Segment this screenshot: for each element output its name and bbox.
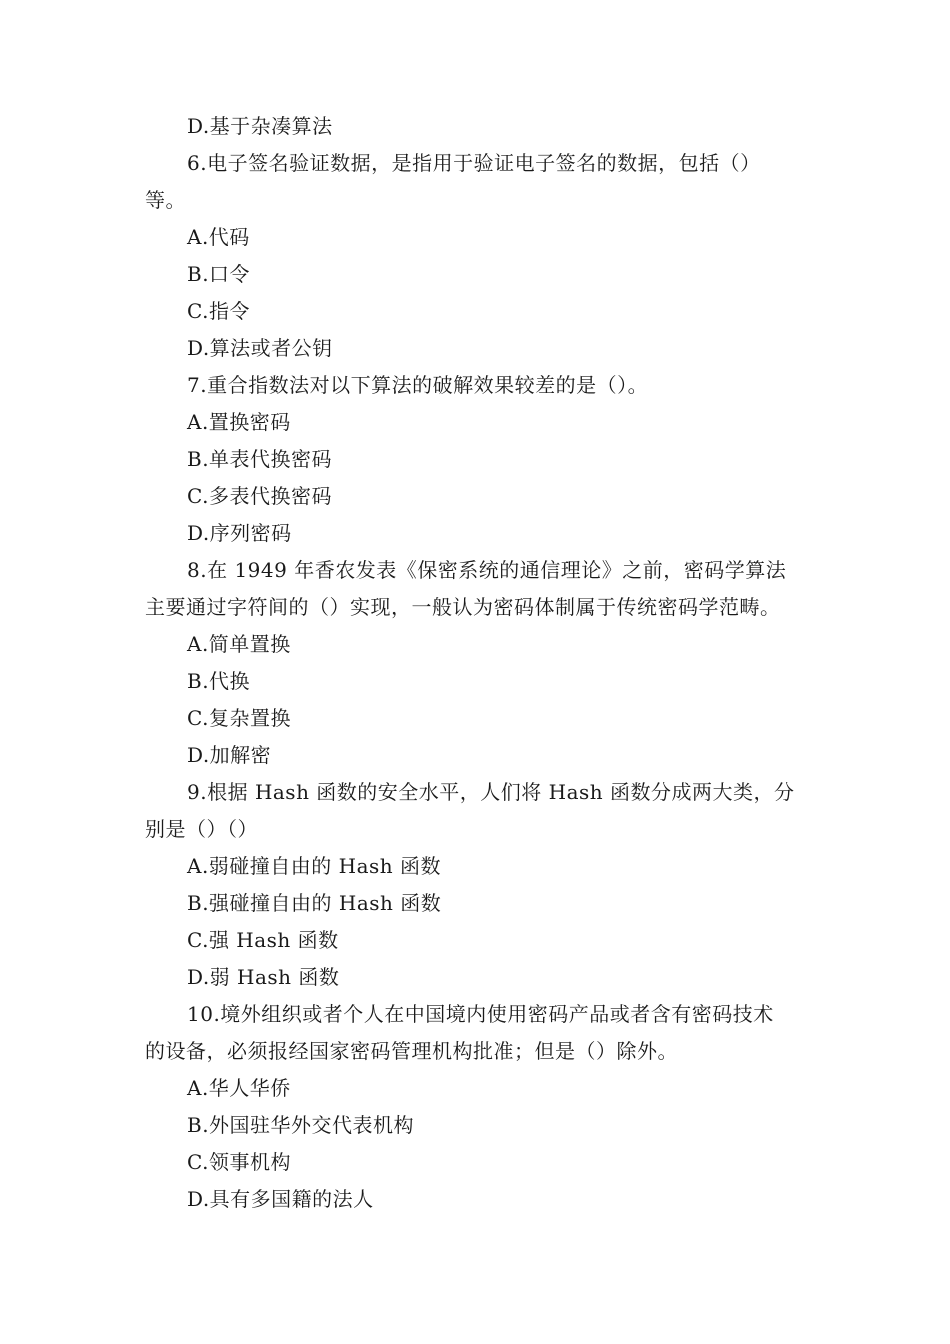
option-7a: A.置换密码 (187, 410, 291, 434)
option-8d: D.加解密 (187, 743, 272, 767)
option-10d: D.具有多国籍的法人 (187, 1187, 374, 1211)
question-9-line-2: 别是（）（） (145, 817, 258, 841)
option-10a: A.华人华侨 (187, 1076, 291, 1100)
option-8b: B.代换 (187, 669, 251, 693)
option-6b: B.口令 (187, 262, 251, 286)
option-9b: B.强碰撞自由的 Hash 函数 (187, 891, 442, 915)
option-8a: A.简单置换 (187, 632, 291, 656)
option-9d: D.弱 Hash 函数 (187, 965, 340, 989)
option-10b: B.外国驻华外交代表机构 (187, 1113, 415, 1137)
option-8c: C.复杂置换 (187, 706, 291, 730)
option-9c: C.强 Hash 函数 (187, 928, 339, 952)
option-6a: A.代码 (187, 225, 250, 249)
question-6-line-1: 6.电子签名验证数据，是指用于验证电子签名的数据，包括（） (187, 151, 761, 175)
question-8-line-1: 8.在 1949 年香农发表《保密系统的通信理论》之前，密码学算法 (187, 558, 787, 582)
option-9a: A.弱碰撞自由的 Hash 函数 (187, 854, 442, 878)
option-10c: C.领事机构 (187, 1150, 291, 1174)
option-6d: D.算法或者公钥 (187, 336, 333, 360)
question-8-line-2: 主要通过字符间的（）实现，一般认为密码体制属于传统密码学范畴。 (145, 595, 781, 619)
question-9-line-1: 9.根据 Hash 函数的安全水平，人们将 Hash 函数分成两大类，分 (187, 780, 795, 804)
option-7d: D.序列密码 (187, 521, 292, 545)
option-6c: C.指令 (187, 299, 250, 323)
option-5d: D.基于杂凑算法 (187, 114, 333, 138)
option-7c: C.多表代换密码 (187, 484, 332, 508)
question-10-line-2: 的设备，必须报经国家密码管理机构批准；但是（）除外。 (145, 1039, 678, 1063)
question-6-line-2: 等。 (145, 188, 186, 212)
question-7: 7.重合指数法对以下算法的破解效果较差的是（）。 (187, 373, 649, 397)
question-10-line-1: 10.境外组织或者个人在中国境内使用密码产品或者含有密码技术 (187, 1002, 774, 1026)
option-7b: B.单表代换密码 (187, 447, 333, 471)
